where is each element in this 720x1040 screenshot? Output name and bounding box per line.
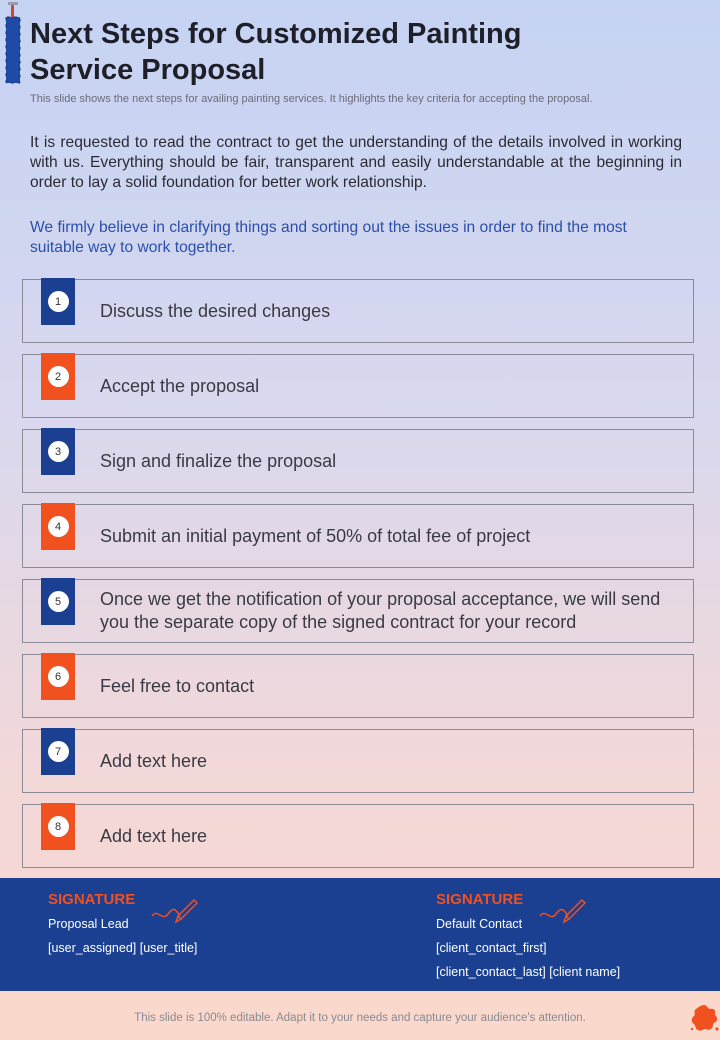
step-item-6 xyxy=(22,654,694,718)
step-text: Add text here xyxy=(100,750,208,771)
intro-paragraph: It is requested to read the contract to get the understanding of the details involved in working with us. Everything should be fair, transparent and easily understandable at the beginning in order to lay a solid foundation for better work relationship. xyxy=(30,134,682,191)
step-number: 1 xyxy=(48,291,69,312)
step-number: 4 xyxy=(48,516,69,537)
step-tab xyxy=(41,353,75,400)
step-tab xyxy=(41,803,75,850)
intro-highlight: We firmly believe in clarifying things and sorting out the issues in order to find the most suitable way to work together. xyxy=(30,219,627,256)
step-item-7 xyxy=(22,729,694,793)
footer-note: This slide is 100% editable. Adapt it to your needs and capture your audience's attention. xyxy=(134,1012,586,1024)
signature-heading: SIGNATURE xyxy=(48,891,136,908)
step-text: Add text here xyxy=(100,825,208,846)
signature-role: Default Contact xyxy=(436,917,523,931)
step-text: Accept the proposal xyxy=(100,375,260,396)
title-line-2: Service Proposal xyxy=(30,54,266,86)
title-line-1: Next Steps for Customized Painting xyxy=(30,18,522,50)
step-number: 6 xyxy=(48,666,69,687)
step-item-2 xyxy=(22,354,694,418)
step-tab xyxy=(41,428,75,475)
step-number: 3 xyxy=(48,441,69,462)
signature-line-1: [user_assigned] [user_title] xyxy=(48,941,198,955)
step-tab xyxy=(41,503,75,550)
step-item-4 xyxy=(22,504,694,568)
step-item-3 xyxy=(22,429,694,493)
step-text: Once we get the notification of your proposal acceptance, we will send you the separate copy of the signed contract for your record xyxy=(100,589,661,632)
step-tab xyxy=(41,728,75,775)
step-tab xyxy=(41,278,75,325)
page-title xyxy=(30,16,630,88)
step-text: Feel free to contact xyxy=(100,675,255,696)
step-number: 8 xyxy=(48,816,69,837)
signature-line-1: [client_contact_first] xyxy=(436,941,547,955)
signature-line-2: [client_contact_last] [client name] xyxy=(436,965,621,979)
paint-splat-icon xyxy=(688,1002,720,1034)
step-number: 7 xyxy=(48,741,69,762)
page-subtitle: This slide shows the next steps for availing painting services. It highlights the key criteria for accepting the proposal. xyxy=(30,93,593,105)
step-item-8 xyxy=(22,804,694,868)
signature-pen-icon xyxy=(150,896,198,924)
step-tab xyxy=(41,578,75,625)
signature-heading: SIGNATURE xyxy=(436,891,524,908)
step-tab xyxy=(41,653,75,700)
step-item-1 xyxy=(22,279,694,343)
step-text: Discuss the desired changes xyxy=(100,300,331,321)
steps-list xyxy=(22,279,694,879)
step-number: 2 xyxy=(48,366,69,387)
step-number: 5 xyxy=(48,591,69,612)
paint-roller-icon xyxy=(4,2,22,84)
step-text: Sign and finalize the proposal xyxy=(100,450,337,471)
signature-role: Proposal Lead xyxy=(48,917,129,931)
signature-pen-icon xyxy=(538,896,586,924)
step-text: Submit an initial payment of 50% of total fee of project xyxy=(100,525,531,546)
signature-band xyxy=(0,878,720,991)
step-item-5 xyxy=(22,579,694,643)
footer xyxy=(0,991,720,1040)
